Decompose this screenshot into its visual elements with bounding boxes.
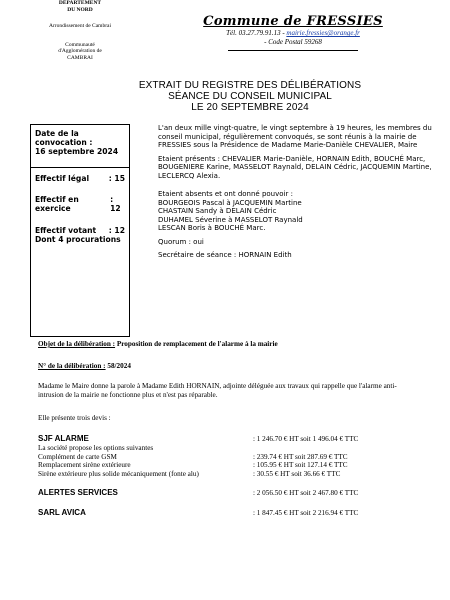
option-price: : 239.74 € HT soit 287.69 € TTC <box>253 452 348 461</box>
pouvoirs-block <box>158 190 440 233</box>
date-convocation-value: 16 septembre 2024 <box>35 147 119 156</box>
devis-alertes-name: ALERTES SERVICES <box>38 488 118 498</box>
date-convocation-label: Date de la convocation : <box>35 129 93 147</box>
commune-code-postal: - Code Postal 59268 <box>264 38 322 46</box>
devis-avica-price: : 1 847.45 € HT soit 2 216.94 € TTC <box>253 509 359 518</box>
arrondissement-label: Arrondissement de Cambrai <box>48 23 111 29</box>
secretaire-text: Secrétaire de séance : HORNAIN Edith <box>158 251 292 259</box>
pouvoir-item: BOURGEOIS Pascal à JACQUEMIN Martine <box>158 198 302 207</box>
presents-list: Etaient présents : CHEVALIER Marie-Danièle, HORNAIN Edith, BOUCHÉ Marc, BOUGENIERE Karine, MASSELOT Raynald, DELAIN Cédric, JACQUEMIN Martine, LECLERCQ Alexia. <box>158 154 432 180</box>
extrait-line-2: SÉANCE DU CONSEIL MUNICIPAL <box>168 91 332 102</box>
deliberation-intro: Madame le Maire donne la parole à Madame Edith HORNAIN, adjointe déléguée aux travaux qui rappelle que l'alarme anti-intrusion de la mairie ne fonctionne plus et n'est pas réparable. <box>38 382 397 399</box>
objet-value: Proposition de remplacement de l'alarme à la mairie <box>115 340 278 348</box>
effectif-votant-value: : 12 <box>108 226 125 235</box>
meta-sidebar <box>30 124 130 337</box>
effectifs-box <box>30 168 130 337</box>
option-row <box>38 461 418 470</box>
effectif-legal-label: Effectif légal <box>35 174 90 183</box>
quorum-text: Quorum : oui <box>158 237 204 246</box>
effectif-votant-label: Effectif votant <box>35 226 97 235</box>
devis-alertes-row <box>38 488 418 498</box>
numero-value: 58/2024 <box>105 362 131 370</box>
header-divider <box>228 50 358 51</box>
option-row <box>38 453 418 462</box>
devis-list <box>38 434 418 518</box>
option-row <box>38 470 418 479</box>
effectif-legal-value: : 15 <box>108 174 125 183</box>
seance-details <box>158 124 440 265</box>
departement-label: DÉPARTEMENT DU NORD <box>58 0 102 13</box>
devis-sjf-row <box>38 434 418 444</box>
pouvoir-item: CHASTAIN Sandy à DELAIN Cédric <box>158 207 277 215</box>
extrait-line-3: LE 20 SEPTEMBRE 2024 <box>191 102 309 113</box>
commune-email-link[interactable]: mairie.fressies@orange.fr <box>286 29 360 37</box>
devis-sjf-name: SJF ALARME <box>38 434 89 443</box>
pouvoir-item: LESCAN Boris à BOUCHÉ Marc. <box>158 224 266 232</box>
commune-tel: Tél. 03.27.79.91.13 - <box>226 29 285 37</box>
pouvoir-item: DUHAMEL Séverine à MASSELOT Raynald <box>158 215 303 224</box>
effectif-exercice-label: Effectif en exercice <box>35 195 79 213</box>
date-convocation-box <box>30 124 130 168</box>
devis-alertes-price: : 2 056.50 € HT soit 2 467.80 € TTC <box>253 489 359 498</box>
effectif-legal-row <box>35 174 125 183</box>
extrait-line-1: EXTRAIT DU REGISTRE DES DÉLIBÉRATIONS <box>138 80 362 91</box>
option-price: : 105.95 € HT soit 127.14 € TTC <box>253 461 348 470</box>
numero-deliberation <box>38 362 418 371</box>
effectif-exercice-value: : 12 <box>110 195 121 213</box>
devis-sjf-price: : 1 246.70 € HT soit 1 496.04 € TTC <box>253 435 359 443</box>
option-price: : 30.55 € HT soit 36.66 € TTC <box>253 469 341 478</box>
commune-contact <box>188 29 398 38</box>
commune-header <box>188 14 398 51</box>
communaute-label: Communauté d'Agglomération de CAMBRAI <box>58 41 102 61</box>
option-label: Complément de carte GSM <box>38 452 117 461</box>
objet-deliberation <box>38 340 418 349</box>
seance-intro: L'an deux mille vingt-quatre, le vingt septembre à 19 heures, les membres du conseil municipal, régulièrement convoqués, se sont réunis à la mairie de FRESSIES sous la Présidence de Madame Marie-Danièle CHEVALIER, Maire <box>158 124 432 149</box>
absents-label: Etaient absents et ont donné pouvoir : <box>158 190 293 198</box>
objet-label: Objet de la délibération : <box>38 340 116 348</box>
devis-avica-name: SARL AVICA <box>38 508 86 518</box>
devis-intro: Elle présente trois devis : <box>38 414 111 422</box>
document-title <box>100 80 400 113</box>
admin-header <box>30 0 130 61</box>
procurations-count: Dont 4 procurations <box>35 235 121 244</box>
options-intro: La société propose les options suivantes <box>38 444 154 452</box>
devis-avica-row <box>38 508 418 518</box>
commune-title: Commune de FRESSIES <box>203 14 383 29</box>
numero-label: N° de la délibération : <box>38 362 106 370</box>
option-label: Remplacement sirène extérieure <box>38 461 131 470</box>
effectif-votant-row <box>35 226 125 235</box>
option-label: Sirène extérieure plus solide mécaniquement (fonte alu) <box>38 469 199 478</box>
effectif-exercice-row <box>35 195 125 213</box>
